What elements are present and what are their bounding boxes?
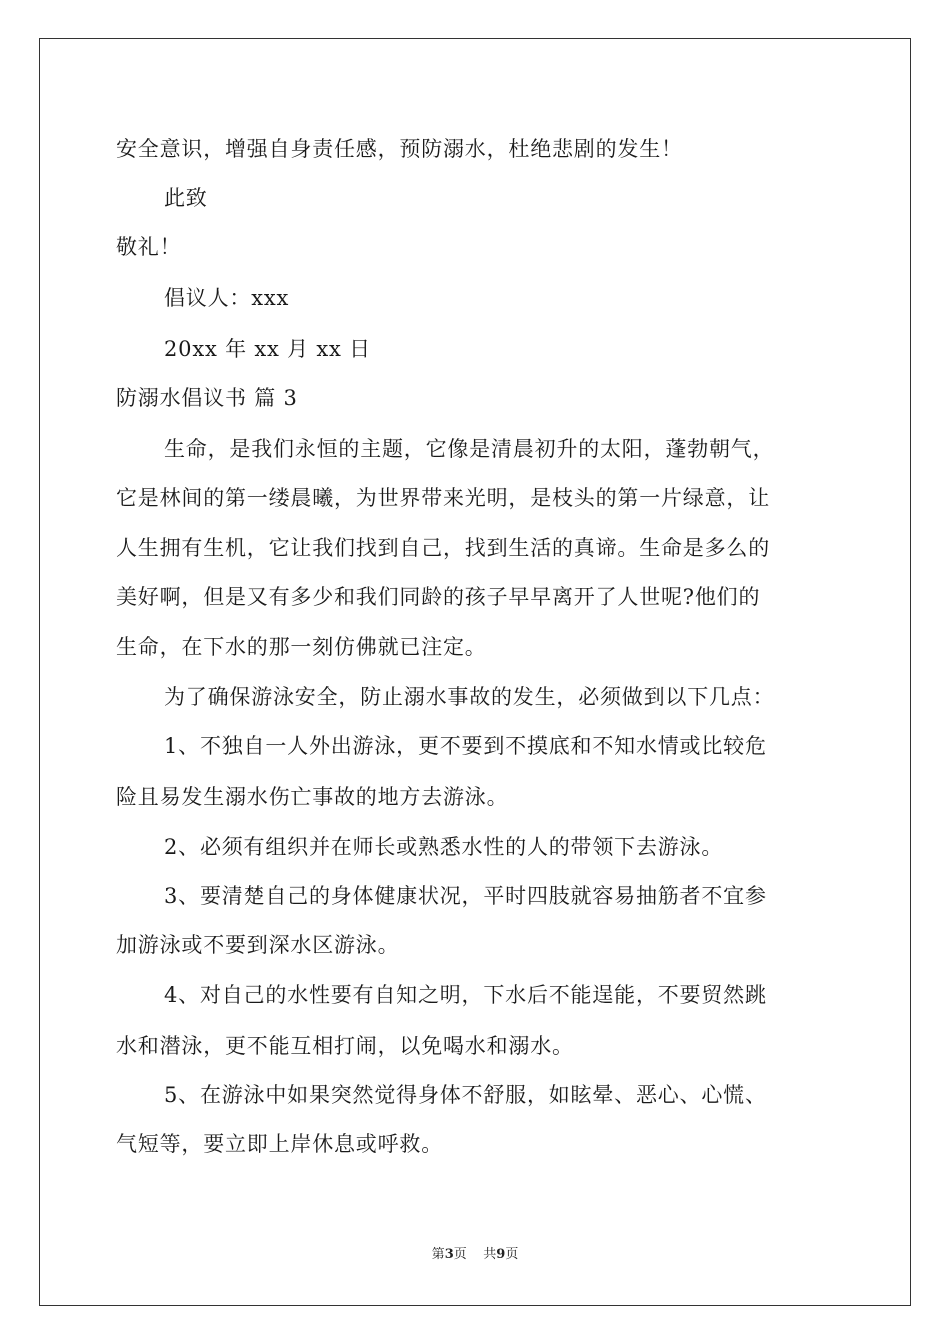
list-item: 2、必须有组织并在师长或熟悉水性的人的带领下去游泳。 bbox=[164, 835, 724, 859]
section-heading: 防溺水倡议书 篇 3 bbox=[116, 386, 298, 410]
page-footer bbox=[0, 1246, 950, 1264]
text-line: 为了确保游泳安全，防止溺水事故的发生，必须做到以下几点： bbox=[164, 685, 775, 709]
signer-line: 倡议人：xxx bbox=[164, 286, 290, 310]
list-item-continuation: 加游泳或不要到深水区游泳。 bbox=[116, 933, 400, 957]
footer-prefix: 第 bbox=[431, 1247, 445, 1262]
salutation-line: 此致 bbox=[164, 186, 208, 210]
list-item-continuation: 气短等，要立即上岸休息或呼救。 bbox=[116, 1132, 443, 1156]
list-item-continuation: 水和潜泳，更不能互相打闹，以免喝水和溺水。 bbox=[116, 1034, 574, 1058]
list-item: 1、不独自一人外出游泳，更不要到不摸底和不知水情或比较危 bbox=[164, 734, 767, 758]
list-item-continuation: 险且易发生溺水伤亡事故的地方去游泳。 bbox=[116, 785, 509, 809]
salutation-line: 敬礼！ bbox=[116, 235, 182, 259]
text-line: 安全意识，增强自身责任感，预防溺水，杜绝悲剧的发生！ bbox=[116, 137, 683, 161]
page-border bbox=[39, 38, 911, 1306]
footer-mid: 页 共 bbox=[453, 1247, 497, 1262]
text-line: 生命，在下水的那一刻仿佛就已注定。 bbox=[116, 635, 487, 659]
footer-suffix: 页 bbox=[505, 1247, 519, 1262]
text-line: 生命，是我们永恒的主题，它像是清晨初升的太阳，蓬勃朝气， bbox=[164, 437, 775, 461]
list-item: 5、在游泳中如果突然觉得身体不舒服，如眩晕、恶心、心慌、 bbox=[164, 1083, 767, 1107]
text-line: 人生拥有生机，它让我们找到自己，找到生活的真谛。生命是多么的 bbox=[116, 536, 770, 560]
text-line: 它是林间的第一缕晨曦，为世界带来光明，是枝头的第一片绿意，让 bbox=[116, 486, 770, 510]
date-line: 20xx 年 xx 月 xx 日 bbox=[164, 337, 371, 361]
total-page-count: 9 bbox=[496, 1247, 506, 1262]
current-page-number: 3 bbox=[444, 1247, 454, 1262]
text-line: 美好啊，但是又有多少和我们同龄的孩子早早离开了人世呢?他们的 bbox=[116, 585, 761, 609]
list-item: 4、对自己的水性要有自知之明，下水后不能逞能，不要贸然跳 bbox=[164, 983, 767, 1007]
list-item: 3、要清楚自己的身体健康状况，平时四肢就容易抽筋者不宜参 bbox=[164, 884, 767, 908]
